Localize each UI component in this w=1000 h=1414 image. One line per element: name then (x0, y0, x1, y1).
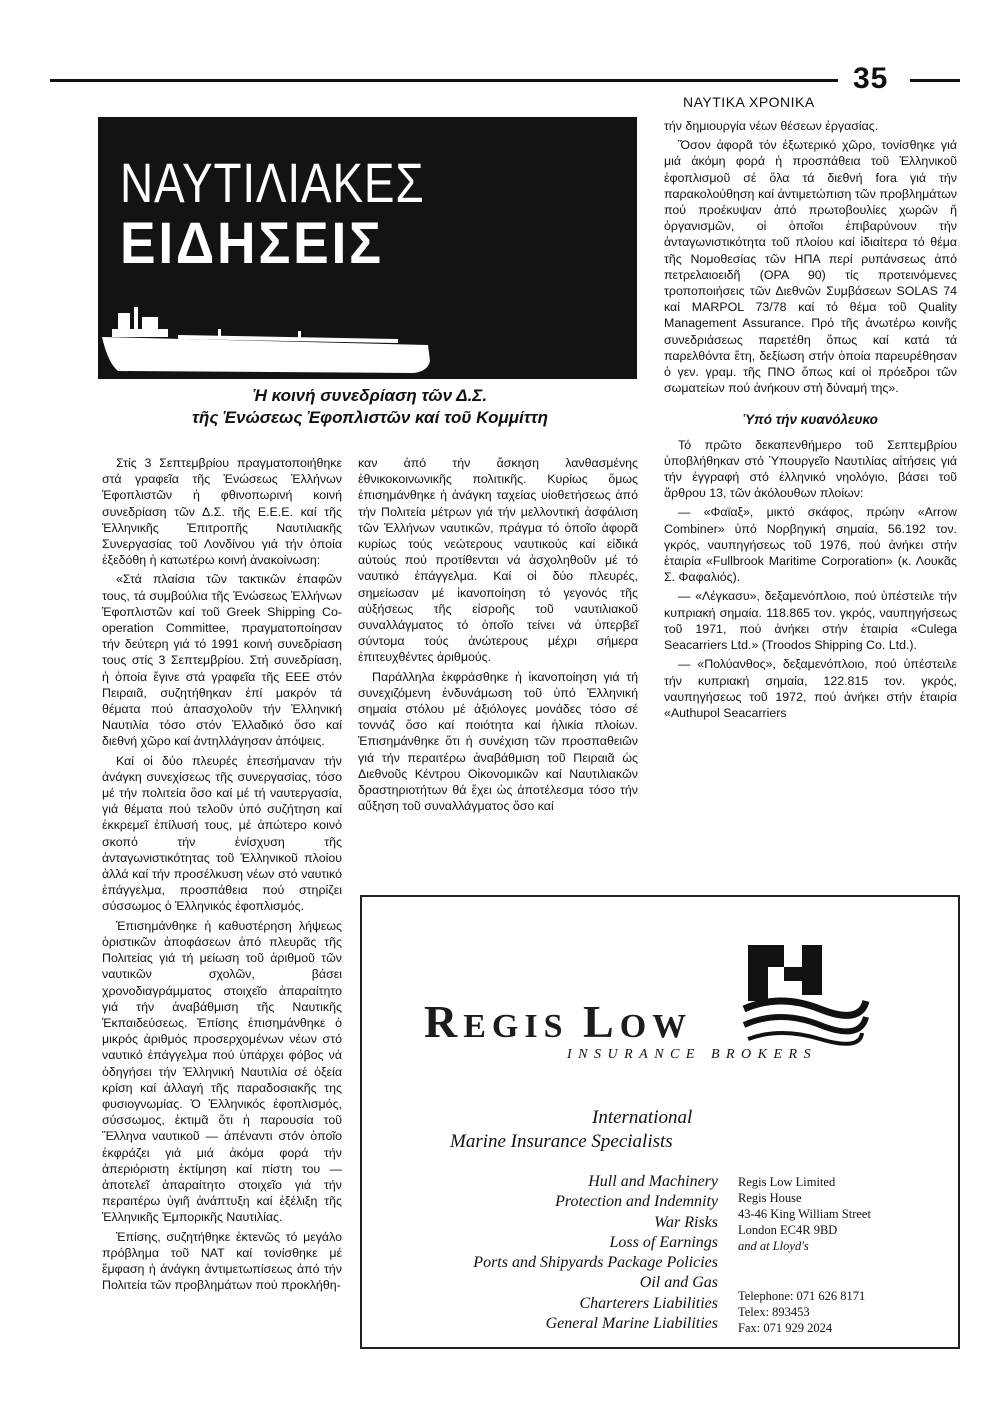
advertisement (360, 895, 960, 1349)
banner-title-line1: ΝΑΥΤΙΛΙΑΚΕΣ (120, 151, 425, 214)
service-item: Ports and Shipyards Package Policies (473, 1254, 718, 1272)
paragraph: τήν δημιουργία νέων θέσεων ἐργασίας. (664, 119, 879, 133)
section-banner (98, 117, 637, 379)
company-contact (738, 1288, 865, 1336)
contact-telex: Telex: 893453 (738, 1305, 810, 1319)
paragraph: Ἐπίσης, συζητήθηκε ἐκτενῶς τό μεγάλο πρόβλημα τοῦ ΝΑΤ καί τονίσθηκε μέ ἔμφαση ἡ ἀνάγκη ἀντιμετωπίσεως ἀπό τήν Πολιτεία τῶν προβλημάτων πού προκλήθη- (102, 1229, 342, 1293)
service-item: War Risks (654, 1213, 718, 1231)
headline-line1: Ἡ κοινή συνεδρίαση τῶν Δ.Σ. (252, 386, 488, 405)
service-item: Charterers Liabilities (579, 1294, 718, 1312)
subheading: Ὑπό τήν κυανόλευκο (743, 412, 878, 428)
service-item: Loss of Earnings (609, 1233, 718, 1251)
article-column-2 (358, 455, 638, 817)
page-number: 35 (853, 62, 889, 95)
address-company: Regis Low Limited (738, 1175, 836, 1189)
article-headline (100, 385, 640, 429)
paragraph: Στίς 3 Σεπτεμβρίου πραγματοποιήθηκε στά γραφεῖα τῆς Ἑνώσεως Ἑλλήνων Ἐφοπλιστῶν ἡ φθινοπωρινή κοινή συνεδρίαση τῶν Δ.Σ. τῆς Ε.Ε.Ε. καί τῆς Ἑλληνικῆς Ἐπιτροπῆς Ναυτιλιακῆς Συνεργασίας τοῦ Λονδίνου γιά τήν ὁποία ἐξεδόθη ἡ κατωτέρω κοινή ἀνακοίνωση: (102, 456, 342, 568)
brand-ow: OW (619, 1008, 693, 1045)
paragraph: Ὅσον ἀφορᾶ τόν ἐξωτερικό χῶρο, τονίσθηκε γιά μιά ἀκόμη φορά ἡ προσπάθεια τοῦ Ἑλληνικοῦ ἐφοπλισμοῦ σέ ὅλα τά διεθνή fora γιά τήν παρακολούθηση καί ἀντιμετώπιση τῶν προβλημάτων πού προέκυψαν ἀπό πρωτοβουλίες χωρῶν ἤ ὀργανισμῶν, οἱ ὁποῖοι ἐπιβαρύνουν τήν ἀνταγωνιστικότητα τοῦ πλοίου καί ἰδιαίτερα τό θέμα τῆς Νομοθεσίας τῶν ΗΠΑ περί ρυπάνσεως ἀπό πετρελαιοειδῆ (ΟΡΑ 90) τίς προτεινόμενες τροποποιήσεις τῶν Διεθνῶν Συμβάσεων SOLAS 74 καί MARPOL 73/78 καί τό θέμα τοῦ Quality Management Assurance. Πρό τῆς ἀνωτέρω κοινῆς συνεδριάσεως παρετέθη ὅπως καί κατά τά παρελθόντα ἔτη, δεξίωση στήν ὁποία παρευρέθησαν ὁ γεν. γραμ. τῆς ΠΝΟ ὅπως καί οἱ πρόεδροι τῶν σωματείων πού ἀνήκουν στή δύναμή της». (664, 138, 957, 396)
paragraph: — «Φαϊαξ», μικτό σκάφος, πρώην «Arrow Combiner» ὑπό Νορβηγική σημαία, 56.192 τον. γκρός, ναυπηγήσεως τοῦ 1976, πού ἀνήκει στήν ἑταιρία «Fullbrook Maritime Corporation» (κ. Λουκᾶς Σ. Φαφαλιός). (664, 505, 957, 585)
address-city: London EC4R 9BD (738, 1223, 838, 1237)
brand-initial-l: L (583, 996, 620, 1047)
intro-line-2: Marine Insurance Specialists (450, 1131, 673, 1152)
service-item: Hull and Machinery (588, 1173, 718, 1190)
service-item: General Marine Liabilities (545, 1315, 718, 1333)
paragraph: Ἐπισημάνθηκε ἡ καθυστέρηση λήψεως ὁριστικῶν ἀποφάσεων ἀπό πλευρᾶς τῆς Πολιτείας γιά τή μείωση τοῦ ἀριθμοῦ τῶν ναυτικῶν σχολῶν, βάσει χρονοδιαγράμματος στοιχεῖο ἀπαραίτητο γιά τήν ἀναβάθμιση τῆς Ναυτικῆς Ἐκπαιδεύσεως. Ἐπίσης ἐπισημάνθηκε ὁ μικρός ἀριθμός προσερχομένων νέων στό ναυτικό ἐπάγγελμα πού ὑπάρχει φόβος νά ὁδηγήσει τήν Ἑλληνική Ναυτιλία σέ ὀξεία κρίση καί ἀλλαγή τῆς παραδοσιακῆς της φυσιογνωμίας. Ὁ Ἑλληνικός ἐφοπλισμός, σύσσωμος, ἐκτιμᾶ ὅτι ἡ παρουσία τοῦ Ἕλληνα ναυτικοῦ — ἀπέναντι στόν ὁποῖο ἐκφράζει γιά μιά ἀκόμα φορά τήν ἀπεριόριστη ἐκτίμηση καί πίστη του — ἀποτελεῖ ἀπαραίτητο στοιχεῖο γιά τήν περαιτέρω ὑγιῆ ἀνάπτυξη καί ἐξέλιξη τῆς Ἑλληνικῆς Ἐμπορικῆς Ναυτιλίας. (102, 918, 342, 1225)
article-column-3 (664, 118, 957, 724)
brand-tagline: INSURANCE BROKERS (567, 1047, 818, 1062)
paragraph: — «Πολύανθος», δεξαμενόπλοιο, πού ὑπέστειλε τήν κυπριακή σημαία, 122.815 τον. γκρός, ναυπηγήσεως τοῦ 1972, πού ἀνήκει στήν ἑταιρία «Authupol Seacarriers (664, 657, 957, 720)
address-also: and at Lloyd's (738, 1239, 809, 1253)
service-item: Protection and Indemnity (555, 1193, 718, 1211)
paragraph: — «Λέγκασυ», δεξαμενόπλοιο, πού ὑπέστειλε τήν κυπριακή σημαία. 118.865 τον. γκρός, ναυπηγήσεως τοῦ 1971, πού ἀνήκει στήν ἑταιρία «Culega Seacarriers Ltd.» (Troodos Shipping Co. Ltd.). (664, 589, 957, 653)
article-column-1 (102, 455, 342, 1296)
services-list (473, 1172, 718, 1334)
running-title: ΝΑΥΤΙΚΑ ΧΡΟΝΙΚΑ (683, 94, 815, 110)
address-street: 43-46 King William Street (738, 1207, 871, 1221)
brand-initial-r: R (424, 996, 464, 1047)
paragraph: «Στά πλαίσια τῶν τακτικῶν ἐπαφῶν τους, τά συμβούλια τῆς Ἑνώσεως Ἑλλήνων Ἐφοπλιστῶν καί τοῦ Greek Shipping Co-operation Committee, πραγματοποίησαν τήν δεύτερη γιά τό 1991 κοινή συνεδρίαση τους στίς 3 Σεπτεμβρίου. Στή συνεδρίαση, ἡ ὁποία ἔγινε στά γραφεῖα τῆς ΕΕΕ στόν Πειραιᾶ, συζητήθηκαν ἐπί μακρόν τά θέματα πού ἀπασχολοῦν τήν Ἑλληνική Ναυτιλία τόσο στόν Ἑλλαδικό ὅσο καί διεθνή χῶρο καί ἀντηλλάγησαν ἀπόψεις. (102, 572, 342, 749)
paragraph: καν ἀπό τήν ἄσκηση λανθασμένης ἐθνικοκοινωνικῆς πολιτικῆς. Κυρίως ὅμως ἐπισημάνθηκε ἡ ἀνάγκη ταχείας υἱοθετήσεως ἀπό τήν Πολιτεία μέτρων γιά τήν μελλοντική ἀσφάλιση τῶν Ἑλλήνων ναυτικῶν, πράγμα τό ὁποῖο ἀφορᾶ κυρίως τούς νεώτερους ναυτικούς καί εἰδικά αὐτούς πού προτίθενται νά ἀσχοληθοῦν μέ τό ναυτικό ἐπάγγελμα. Καί οἱ δύο πλευρές, σημείωσαν μέ ἱκανοποίηση τό γεγονός τῆς αὐξήσεως τῆς εἰσροῆς τοῦ ναυτιλιακοῦ συναλλάγματος τό ὁποῖο τείνει νά ὑπερβεῖ σύντομα τούς ἀνώτερους μέχρι σήμερα ἐπιτευχθέντες ἀριθμούς. (358, 456, 638, 665)
paragraph: Καί οἱ δύο πλευρές ἐπεσήμαναν τήν ἀνάγκη συνεχίσεως τῆς συνεργασίας, τόσο μέ τήν πολιτεία ὅσο καί μέ τή ναυτεργασία, γιά θέματα πού τελοῦν ὑπό συζήτηση καί ἐκκρεμεῖ ἐπίλυσή τους, μέ ἀπώτερο κοινό σκοπό τήν ἐνίσχυση τῆς ἀνταγωνιστικότητας τοῦ Ἑλληνικοῦ πλοίου ἀλλά καί τήν προσέλκυση νέων στό ναυτικό ἐπάγγελμα, προσπάθεια πού στηρίζει σύσσωμος ὁ Ἑλληνικός ἐφοπλισμός. (102, 753, 342, 914)
paragraph: Παράλληλα ἐκφράσθηκε ἡ ἱκανοποίηση γιά τή συνεχιζόμενη ἐνδυνάμωση τοῦ ὑπό Ἑλληνική σημαία στόλου μέ ἀξιόλογες μονάδες τόσο σέ τοννάζ ὅσο καί ποιότητα καί ἡλικία πλοίων. Ἐπισημάνθηκε ὅτι ἡ συνέχιση τῶν προσπαθειῶν γιά τήν περαιτέρω ἀναβάθμιση τοῦ Πειραιᾶ ὡς Διεθνοῦς Κέντρου Οἰκονομικῶν καί Ναυτιλιακῶν δραστηριοτήτων θά ἔχει ὡς ἀποτέλεσμα τόσο τήν αὔξηση τοῦ συναλλάγματος ὅσο καί (358, 669, 638, 814)
brand-egis: EGIS (463, 1008, 583, 1045)
banner-title-line2: ΕΙΔΗΣΕΙΣ (120, 211, 384, 276)
contact-telephone: Telephone: 071 626 8171 (738, 1289, 866, 1303)
intro-line-1: International (592, 1107, 693, 1128)
header-rule-left (50, 79, 838, 82)
regis-low-logo-icon (740, 937, 870, 1057)
brand-name (424, 995, 692, 1048)
ship-icon (98, 277, 637, 379)
company-address (738, 1174, 871, 1254)
paragraph: Τό πρῶτο δεκαπενθήμερο τοῦ Σεπτεμβρίου ὑποβλήθηκαν στό Ὑπουργεῖο Ναυτιλίας αἰτήσεις γιά τήν ἐγγραφή στό ἑλληνικό νηολόγιο, βάσει τοῦ ἄρθρου 13, τῶν ἀκόλουθων πλοίων: (664, 437, 957, 501)
header-rule-right (910, 79, 960, 82)
contact-fax: Fax: 071 929 2024 (738, 1321, 833, 1335)
service-item: Oil and Gas (639, 1274, 718, 1292)
address-building: Regis House (738, 1191, 802, 1205)
headline-line2: τῆς Ἑνώσεως Ἐφοπλιστῶν καί τοῦ Κομμίττη (192, 408, 548, 427)
